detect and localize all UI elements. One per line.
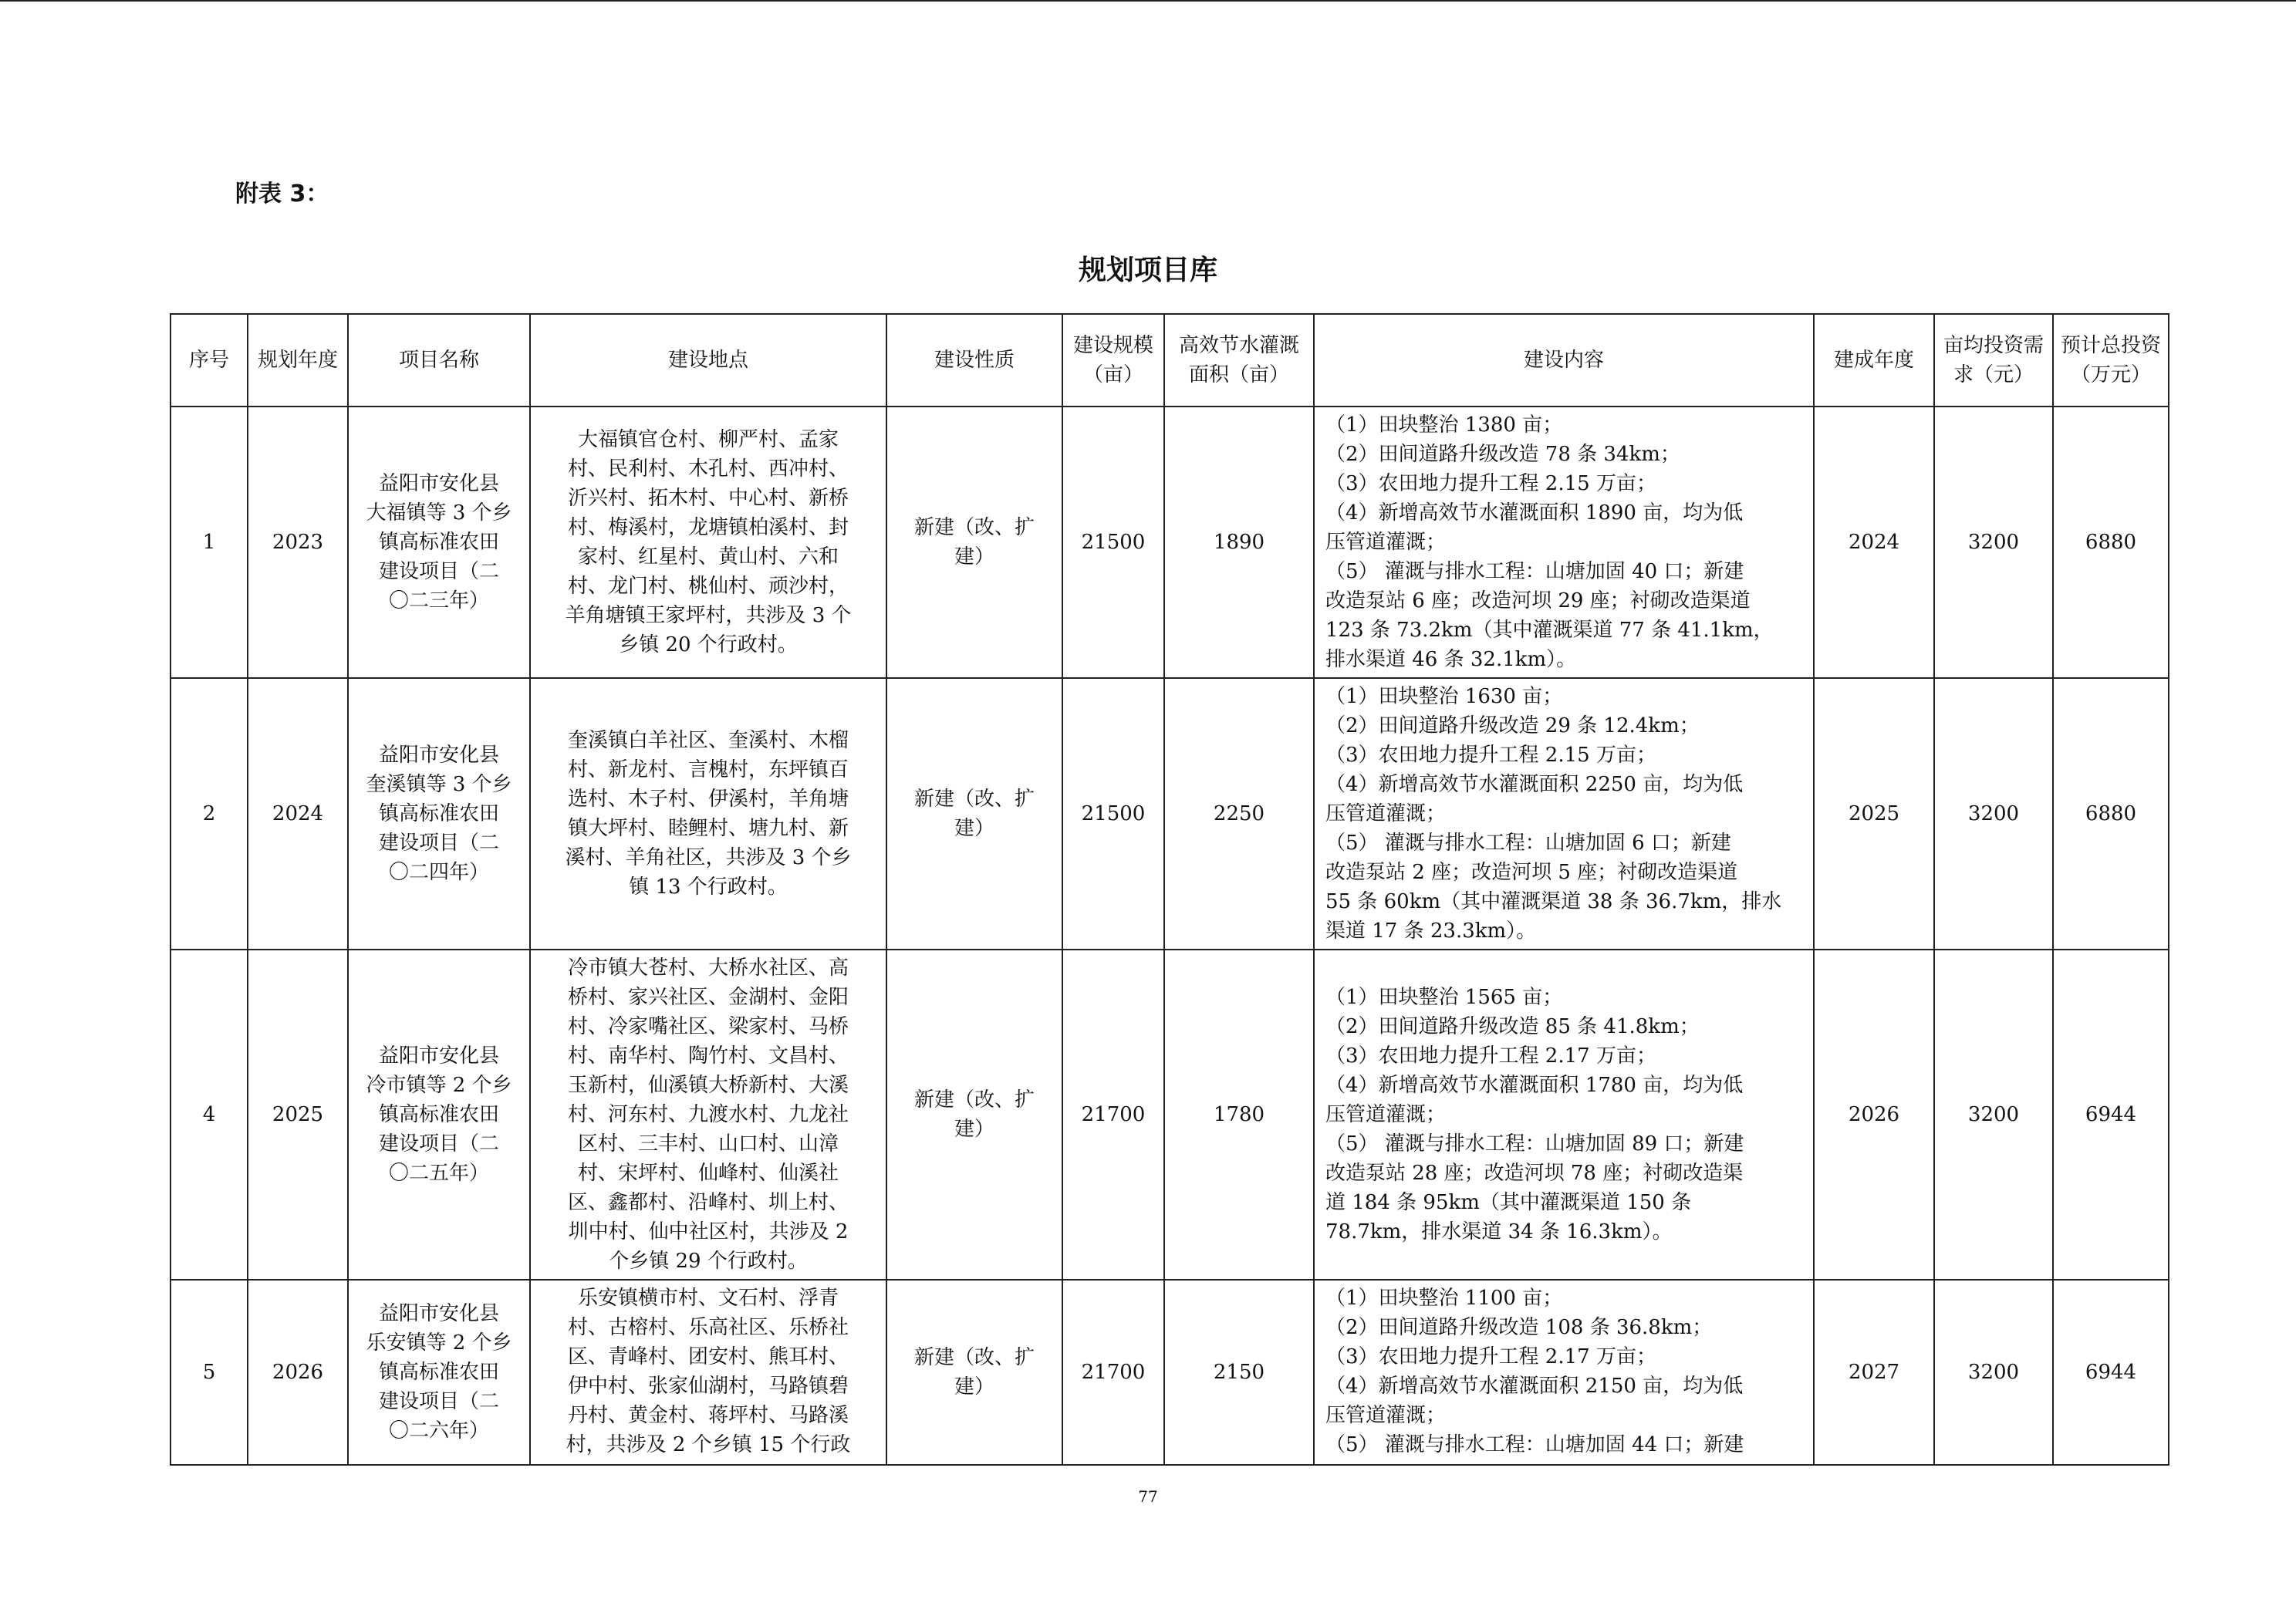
cell-text-line: 村、新龙村、言槐村，东坪镇百 xyxy=(567,758,849,781)
header-row xyxy=(171,314,2169,407)
cell-text-line: 123 条 73.2km（其中灌溉渠道 77 条 41.1km， xyxy=(1325,619,1774,642)
cell-text-line: （2）田间道路升级改造 78 条 34km； xyxy=(1325,443,1680,466)
cell-text-line: 新建（改、扩 xyxy=(913,1088,1035,1112)
cell-text-line: 镇高标准农田 xyxy=(378,1361,499,1384)
cell-text-line: 压管道灌溉； xyxy=(1325,1103,1447,1126)
cell-nature xyxy=(886,1280,1062,1465)
project-table xyxy=(170,313,2169,1466)
cell-text-line: 亩均投资 xyxy=(1943,334,2024,357)
cell-text-line: （4）新增高效节水灌溉面积 1780 亩，均为低 xyxy=(1325,1074,1744,1097)
cell-text-line: 益阳市安化县 xyxy=(378,1044,499,1068)
cell-seq: 5 xyxy=(171,1280,248,1465)
cell-text-line: 改造泵站 6 座；改造河坝 29 座；衬砌改造渠道 xyxy=(1325,589,1751,612)
cell-per-mu-investment: 3200 xyxy=(1934,950,2053,1280)
cell-text-line: （4）新增高效节水灌溉面积 2250 亩，均为低 xyxy=(1325,773,1744,796)
cell-text-line: 建设规 xyxy=(1072,334,1133,357)
cell-complete-year: 2025 xyxy=(1814,678,1934,950)
cell-text-line: 村，共涉及 2 个乡镇 15 个行政 xyxy=(566,1433,851,1456)
cell-text-line: 压管道灌溉； xyxy=(1325,802,1447,825)
cell-project-name xyxy=(348,407,530,678)
cell-scale: 21500 xyxy=(1062,407,1164,678)
cell-irrigation-area: 2150 xyxy=(1164,1280,1314,1465)
cell-text-line: 丹村、黄金村、蒋坪村、马路溪 xyxy=(567,1404,849,1427)
cell-content xyxy=(1314,678,1814,950)
cell-text-line: 乐安镇横市村、文石村、浮青 xyxy=(577,1287,839,1310)
cell-text-line: 村、冷家嘴社区、梁家村、马桥 xyxy=(567,1015,849,1038)
header-irrigation-area xyxy=(1164,314,1314,407)
cell-text-line: 乐安镇等 2 个乡 xyxy=(366,1331,512,1355)
cell-complete-year: 2024 xyxy=(1814,407,1934,678)
header-total-investment xyxy=(2053,314,2169,407)
cell-plan-year: 2025 xyxy=(248,950,348,1280)
cell-text-line: 规划年 xyxy=(257,349,318,372)
cell-text-line: （4）新增高效节水灌溉面积 2150 亩，均为低 xyxy=(1325,1375,1744,1398)
cell-text-line: 村、龙门村、桃仙村、顽沙村， xyxy=(567,575,849,598)
cell-text-line: 建） xyxy=(954,545,994,569)
cell-text-line: 镇大坪村、睦鲤村、塘九村、新 xyxy=(567,817,849,840)
cell-project-name xyxy=(348,1280,530,1465)
cell-project-name xyxy=(348,950,530,1280)
cell-text-line: 冷市镇等 2 个乡 xyxy=(366,1074,512,1097)
cell-text-line: 建设项目（二 xyxy=(378,1132,499,1156)
cell-text-line: 建） xyxy=(954,817,994,840)
cell-location xyxy=(530,950,886,1280)
cell-text-line: 羊角塘镇王家坪村，共涉及 3 个 xyxy=(565,604,852,627)
cell-text-line: （1）田块整治 1565 亩； xyxy=(1325,986,1563,1009)
cell-project-name xyxy=(348,678,530,950)
cell-location xyxy=(530,1280,886,1465)
cell-text-line: 元） xyxy=(2111,363,2152,386)
cell-text-line: 新建（改、扩 xyxy=(913,1346,1035,1369)
cell-text-line: （3）农田地力提升工程 2.17 万亩； xyxy=(1325,1044,1656,1068)
cell-text-line: 镇高标准农田 xyxy=(378,802,499,825)
cell-text-line: 区、鑫都村、沿峰村、圳上村、 xyxy=(567,1191,849,1214)
cell-text-line: （5） 灌溉与排水工程：山塘加固 40 口；新建 xyxy=(1325,560,1744,583)
cell-text-line: 〇二四年） xyxy=(388,861,489,884)
cell-text-line: 建） xyxy=(954,1375,994,1399)
cell-text-line: 改造泵站 2 座；改造河坝 5 座；衬砌改造渠道 xyxy=(1325,861,1738,884)
cell-plan-year: 2026 xyxy=(248,1280,348,1465)
cell-text-line: 村、南华村、陶竹村、文昌村、 xyxy=(567,1044,849,1068)
cell-text-line: （5） 灌溉与排水工程：山塘加固 6 口；新建 xyxy=(1325,832,1731,855)
cell-scale: 21700 xyxy=(1062,1280,1164,1465)
cell-text-line: 渠道 17 条 23.3km）。 xyxy=(1325,919,1537,943)
cell-location xyxy=(530,407,886,678)
appendix-label: 附表 3： xyxy=(235,181,329,208)
cell-text-line: 新建（改、扩 xyxy=(913,788,1035,811)
cell-text-line: 〇二六年） xyxy=(388,1419,489,1442)
cell-text-line: （4）新增高效节水灌溉面积 1890 亩，均为低 xyxy=(1325,501,1744,525)
cell-irrigation-area: 1890 xyxy=(1164,407,1314,678)
cell-total-investment: 6944 xyxy=(2053,1280,2169,1465)
cell-seq: 1 xyxy=(171,407,248,678)
cell-text-line: 益阳市安化县 xyxy=(378,1302,499,1325)
cell-text-line: 78.7km，排水渠道 34 条 16.3km）。 xyxy=(1325,1220,1673,1243)
cell-text-line: （1）田块整治 1100 亩； xyxy=(1325,1287,1563,1310)
cell-text-line: （5） 灌溉与排水工程：山塘加固 89 口；新建 xyxy=(1325,1132,1744,1156)
cell-text-line: 区、青峰村、团安村、熊耳村、 xyxy=(567,1345,849,1368)
cell-text-line: （3）农田地力提升工程 2.17 万亩； xyxy=(1325,1345,1656,1368)
cell-total-investment: 6944 xyxy=(2053,950,2169,1280)
cell-seq: 4 xyxy=(171,950,248,1280)
cell-text-line: （2）田间道路升级改造 29 条 12.4km； xyxy=(1325,714,1700,737)
cell-text-line: 玉新村，仙溪镇大桥新村、大溪 xyxy=(567,1074,849,1097)
cell-text-line: 镇 13 个行政村。 xyxy=(629,876,788,899)
cell-location xyxy=(530,678,886,950)
header-per-mu-investment xyxy=(1934,314,2053,407)
cell-complete-year: 2027 xyxy=(1814,1280,1934,1465)
cell-text-line: 排水渠道 46 条 32.1km）。 xyxy=(1325,648,1577,671)
cell-text-line: 55 条 60km（其中灌溉渠道 38 条 36.7km，排水 xyxy=(1325,890,1782,913)
cell-text-line: 沂兴村、拓木村、中心村、新桥 xyxy=(567,487,849,510)
cell-text-line: 建设项目（二 xyxy=(378,832,499,855)
header-content: 建设内容 xyxy=(1314,314,1814,407)
cell-scale: 21700 xyxy=(1062,950,1164,1280)
header-location: 建设地点 xyxy=(530,314,886,407)
cell-text-line: 预计总投 xyxy=(2060,334,2141,357)
cell-scale: 21500 xyxy=(1062,678,1164,950)
cell-text-line: 伊中村、张家仙湖村，马路镇碧 xyxy=(567,1375,849,1398)
cell-text-line: 大福镇官仓村、柳严村、孟家 xyxy=(577,428,839,451)
cell-text-line: （2）田间道路升级改造 85 条 41.8km； xyxy=(1325,1015,1700,1038)
cell-text-line: （1）田块整治 1630 亩； xyxy=(1325,685,1563,708)
cell-text-line: 资（万 xyxy=(2070,334,2162,386)
cell-text-line: 新建（改、扩 xyxy=(913,516,1035,539)
cell-text-line: 建设项目（二 xyxy=(378,560,499,583)
cell-text-line: 桥村、家兴社区、金湖村、金阳 xyxy=(567,986,849,1009)
cell-text-line: 个乡镇 29 个行政村。 xyxy=(609,1250,808,1273)
cell-total-investment: 6880 xyxy=(2053,678,2169,950)
cell-text-line: 镇高标准农田 xyxy=(378,1103,499,1126)
cell-irrigation-area: 1780 xyxy=(1164,950,1314,1280)
cell-text-line: （3）农田地力提升工程 2.15 万亩； xyxy=(1325,744,1656,767)
cell-text-line: 村、梅溪村，龙塘镇柏溪村、封 xyxy=(567,516,849,539)
table-row xyxy=(171,678,2169,950)
header-nature: 建设性质 xyxy=(886,314,1062,407)
cell-per-mu-investment: 3200 xyxy=(1934,678,2053,950)
cell-text-line: 高效节水灌 xyxy=(1178,334,1279,357)
cell-text-line: 乡镇 20 个行政村。 xyxy=(619,633,798,656)
cell-seq: 2 xyxy=(171,678,248,950)
cell-nature xyxy=(886,950,1062,1280)
cell-text-line: （亩） xyxy=(1082,363,1143,386)
table-row xyxy=(171,407,2169,678)
cell-nature xyxy=(886,407,1062,678)
cell-text-line: （元） xyxy=(1974,363,2034,386)
cell-text-line: （亩） xyxy=(1229,363,1290,386)
page-number: 77 xyxy=(1138,1487,1158,1506)
cell-text-line: 〇二三年） xyxy=(388,589,489,612)
cell-text-line: 家村、红星村、黄山村、六和 xyxy=(577,545,839,569)
cell-text-line: 选村、木子村、伊溪村，羊角塘 xyxy=(567,788,849,811)
cell-text-line: 改造泵站 28 座；改造河坝 78 座；衬砌改造渠 xyxy=(1325,1162,1744,1185)
cell-text-line: 溉面积 xyxy=(1188,334,1300,386)
cell-text-line: 建） xyxy=(954,1118,994,1141)
cell-plan-year: 2023 xyxy=(248,407,348,678)
cell-text-line: 镇高标准农田 xyxy=(378,531,499,554)
cell-complete-year: 2026 xyxy=(1814,950,1934,1280)
header-project-name: 项目名称 xyxy=(348,314,530,407)
cell-content xyxy=(1314,407,1814,678)
cell-text-line: 溪村、羊角社区，共涉及 3 个乡 xyxy=(565,846,852,869)
cell-per-mu-investment: 3200 xyxy=(1934,407,2053,678)
cell-total-investment: 6880 xyxy=(2053,407,2169,678)
cell-text-line: 冷市镇大苍村、大桥水社区、高 xyxy=(567,957,849,980)
cell-text-line: 压管道灌溉； xyxy=(1325,531,1447,554)
header-scale xyxy=(1062,314,1164,407)
cell-text-line: 大福镇等 3 个乡 xyxy=(366,501,512,525)
cell-irrigation-area: 2250 xyxy=(1164,678,1314,950)
cell-text-line: 需求 xyxy=(1953,334,2044,386)
cell-text-line: 压管道灌溉； xyxy=(1325,1404,1447,1427)
table-row xyxy=(171,1280,2169,1465)
cell-text-line: 模 xyxy=(1133,334,1154,357)
page-title: 规划项目库 xyxy=(1078,255,1217,286)
header-plan-year xyxy=(248,314,348,407)
cell-text-line: 奎溪镇白羊社区、奎溪村、木榴 xyxy=(567,729,849,752)
cell-per-mu-investment: 3200 xyxy=(1934,1280,2053,1465)
cell-text-line: 道 184 条 95km（其中灌溉渠道 150 条 xyxy=(1325,1191,1692,1214)
header-complete-year: 建成年度 xyxy=(1814,314,1934,407)
cell-text-line: （3）农田地力提升工程 2.15 万亩； xyxy=(1325,472,1656,495)
cell-text-line: （1）田块整治 1380 亩； xyxy=(1325,413,1563,437)
cell-content xyxy=(1314,1280,1814,1465)
cell-text-line: （2）田间道路升级改造 108 条 36.8km； xyxy=(1325,1316,1713,1339)
cell-text-line: 建设项目（二 xyxy=(378,1390,499,1413)
cell-text-line: 奎溪镇等 3 个乡 xyxy=(366,773,512,796)
header-seq: 序号 xyxy=(171,314,248,407)
cell-text-line: 村、河东村、九渡水村、九龙社 xyxy=(567,1103,849,1126)
cell-text-line: 益阳市安化县 xyxy=(378,744,499,767)
cell-nature xyxy=(886,678,1062,950)
top-border-line xyxy=(0,0,2296,2)
cell-text-line: 〇二五年） xyxy=(388,1162,489,1185)
cell-text-line: 益阳市安化县 xyxy=(378,472,499,495)
cell-text-line: 村、古榕村、乐高社区、乐桥社 xyxy=(567,1316,849,1339)
cell-text-line: （5） 灌溉与排水工程：山塘加固 44 口；新建 xyxy=(1325,1433,1744,1456)
cell-text-line: 村、宋坪村、仙峰村、仙溪社 xyxy=(577,1162,839,1185)
cell-text-line: 区村、三丰村、山口村、山漳 xyxy=(577,1132,839,1156)
cell-plan-year: 2024 xyxy=(248,678,348,950)
cell-content xyxy=(1314,950,1814,1280)
cell-text-line: 度 xyxy=(318,349,339,372)
cell-text-line: 村、民利村、木孔村、西冲村、 xyxy=(567,457,849,481)
cell-text-line: 圳中村、仙中社区村，共涉及 2 xyxy=(568,1220,849,1243)
table-row xyxy=(171,950,2169,1280)
